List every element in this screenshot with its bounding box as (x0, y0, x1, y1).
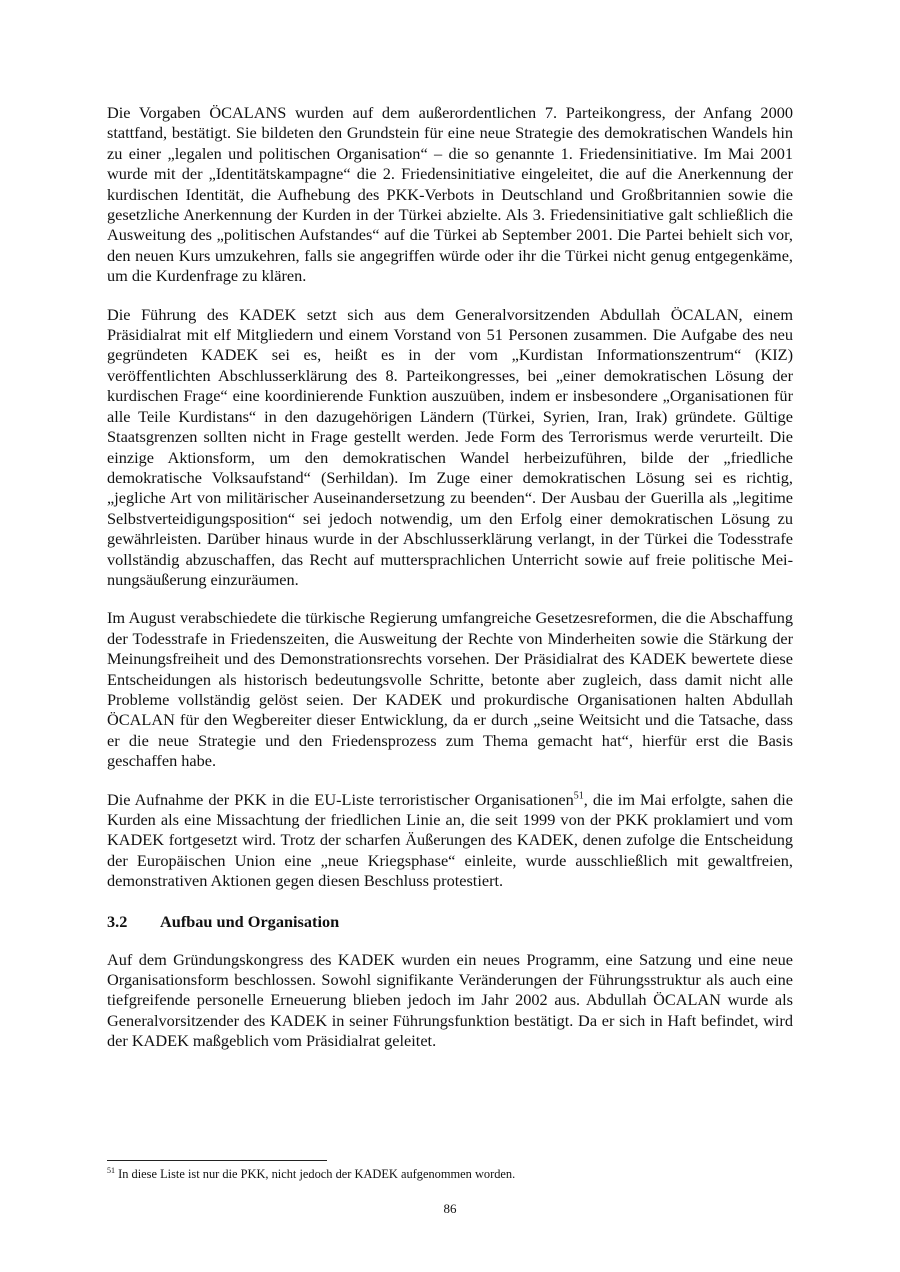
section-title: Aufbau und Organisation (160, 911, 340, 931)
footnote-number: 51 (107, 1165, 115, 1175)
section-number: 3.2 (107, 911, 128, 931)
footnote-reference: 51 (573, 790, 584, 802)
footnote-separator (107, 1160, 327, 1161)
page-number: 86 (443, 1201, 457, 1216)
paragraph-4-text-start: Die Aufnahme der PKK in die EU-Liste terroristischer Organisationen (107, 789, 574, 809)
page-body (107, 103, 793, 1070)
paragraph-2: Die Führung des KADEK setzt sich aus dem Generalvorsitzenden Abdullah ÖCALAN, einem Präsidialrat mit elf Mitgliedern und einem Vorstand von 51 Personen zusammen. Die Aufgabe des neu gegründeten KADEK sei es, heißt es in der vom „Kurdistan Informationszentrum“ (KIZ) veröffentlichten Abschlusserklärung des 8. Parteikongresses, bei „einer demokratischen Lösung der kurdischen Frage“ eine koordinierende Funktion auszuüben, indem er insbesondere „Organisationen für alle Teile Kurdistans“ in den dazugehörigen Ländern (Türkei, Syrien, Iran, Irak) gründete. Gültige Staatsgrenzen sollten nicht in Frage gestellt werden. Jede Form des Terrorismus werde verurteilt. Die einzige Aktionsform, um den demokratischen Wandel herbeizuführen, bilde der „friedliche demokratische Volksaufstand“ (Serhildan). Im Zuge einer demokratischen Lösung sei es richtig, „jegliche Art von militärischer Auseinandersetzung zu beenden“. Der Ausbau der Guerilla als „legitime Selbstverteidigungsposition“ sei jedoch notwendig, um den Erfolg einer demokratischen Lösung zu gewährleisten. Darüber hinaus wurde in der Abschlusserklärung verlangt, in der Türkei die Todesstrafe vollständig abzuschaffen, das Recht auf muttersprachlichen Unterricht sowie auf freie politische Meinungsäußerung einzuräumen. (107, 304, 793, 589)
paragraph-4-text-end: , die im Mai erfolgte, sahen die Kurden als eine Missachtung der friedlichen Linie an, die seit 1999 von der PKK proklamiert und vom KADEK fortgesetzt wird. Trotz der scharfen Äußerungen des KADEK, denen zufolge die Entscheidung der Europäischen Union eine „neue Kriegsphase“ einleite, wurde ausschließlich mit gewaltfreien, demonstrativen Aktionen gegen diesen Beschluss protestiert. (107, 789, 794, 891)
footnote-text: In diese Liste ist nur die PKK, nicht jedoch der KADEK aufgenommen worden. (118, 1167, 516, 1181)
footnote (107, 1167, 793, 1182)
paragraph-3: Im August verabschiedete die türkische Regierung umfangreiche Gesetzesreformen, die die Abschaffung der Todesstrafe in Friedenszeiten, die Ausweitung der Rechte von Minderheiten sowie die Stärkung der Meinungsfreiheit und des Demonstrationsrechts vorsehen. Der Präsidialrat des KADEK bewertete diese Entscheidungen als historisch bedeutungsvolle Schritte, betonte aber zugleich, dass damit nicht alle Probleme vollständig gelöst seien. Der KADEK und prokurdische Organisationen halten Abdullah ÖCALAN für den Wegbereiter dieser Entwicklung, da er durch „seine Weitsicht und die Tatsache, dass er die neue Strategie und den Friedensprozess zum Thema gemacht hat“, hierfür erst die Basis geschaffen habe. (107, 608, 793, 771)
section-heading (107, 912, 793, 932)
paragraph-1: Die Vorgaben ÖCALANS wurden auf dem außerordentlichen 7. Parteikongress, der Anfang 2000 stattfand, bestätigt. Sie bildeten den Grundstein für eine neue Strategie des demokratischen Wandels hin zu einer „legalen und politischen Organisation“ – die so genannte 1. Friedensinitiative. Im Mai 2001 wurde mit der „Identitätskampagne“ die 2. Friedensinitiative eingeleitet, die auf die Anerkennung der kurdischen Identität, die Aufhebung des PKK-Verbots in Deutschland und Großbritannien sowie die gesetzliche Anerkennung der Kurden in der Türkei abzielte. Als 3. Friedensinitiative galt schließlich die Ausweitung des „politischen Aufstandes“ auf die Türkei ab September 2001. Die Partei behielt sich vor, den neuen Kurs umzukehren, falls sie angegriffen würde oder ihr die Türkei nicht genug entgegenkäme, um die Kurdenfrage zu klären. (107, 103, 793, 286)
paragraph-4 (107, 790, 793, 892)
paragraph-5: Auf dem Gründungskongress des KADEK wurden ein neues Programm, eine Satzung und eine neue Organisationsform beschlossen. Sowohl signifikante Veränderungen der Führungsstruktur als auch eine tiefgreifende personelle Erneuerung blieben jedoch im Jahr 2002 aus. Abdullah ÖCALAN wurde als Generalvorsitzender des KADEK in seiner Führungsfunktion bestätigt. Da er sich in Haft befindet, wird der KADEK maßgeblich vom Präsidialrat geleitet. (107, 949, 793, 1051)
